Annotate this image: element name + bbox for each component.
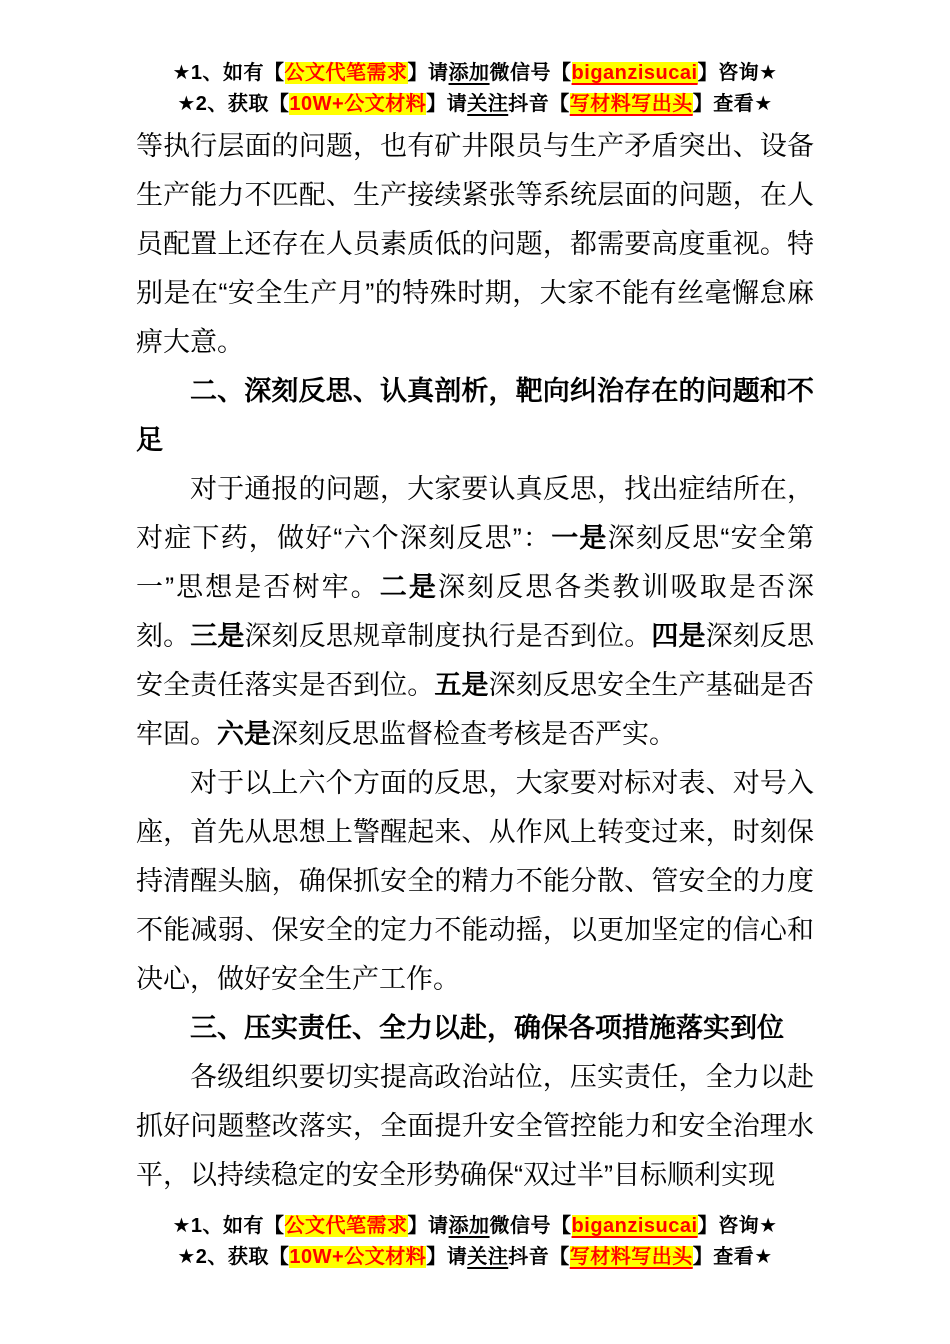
underlined-text: 关注: [467, 1246, 509, 1268]
highlighted-text: 写材料写出头: [569, 93, 693, 115]
text-run: 微信号【: [489, 1215, 572, 1237]
underlined-text: 添加: [448, 62, 490, 84]
text-run: 】请: [426, 1246, 468, 1268]
section-heading: [136, 367, 814, 465]
bold-text: 三、压实责任、全力以赴，确保各项措施落实到位: [190, 1013, 784, 1043]
section-heading: [136, 1004, 814, 1053]
text-run: 抖音【: [508, 93, 570, 115]
underlined-text: 关注: [467, 93, 509, 115]
underlined-text: 添加: [448, 1215, 490, 1237]
highlighted-text: biganzisucai: [571, 1215, 698, 1237]
text-run: ★1、如有【: [172, 1215, 285, 1237]
header-promo-banner: [0, 58, 950, 120]
text-run: 微信号【: [489, 62, 572, 84]
header-promo-line-1: [0, 58, 950, 89]
body-paragraph: [136, 1053, 814, 1200]
text-run: 对于以上六个方面的反思，大家要对标对表、对号入座，首先从思想上警醒起来、从作风上转变过来，时刻保持清醒头脑，确保抓安全的精力不能分散、管安全的力度不能减弱、保安全的定力不能动摇，以更加坚定的信心和决心，做好安全生产工作。: [136, 768, 814, 994]
text-run: ★2、获取【: [177, 1246, 290, 1268]
text-run: 】查看★: [692, 1246, 773, 1268]
body-paragraph: [136, 759, 814, 1004]
text-run: ★1、如有【: [172, 62, 285, 84]
footer-promo-line-2: [0, 1242, 950, 1273]
text-run: 深刻反思各类教训吸取是否深刻。: [136, 572, 815, 651]
text-run: 深刻反思“安全第一”思想是否树牢。: [136, 523, 815, 602]
text-run: ★2、获取【: [177, 93, 290, 115]
bold-text: 三是: [190, 621, 245, 651]
highlighted-text: biganzisucai: [571, 62, 698, 84]
bold-text: 四是: [651, 621, 706, 651]
footer-promo-line-1: [0, 1211, 950, 1242]
body-paragraph: [136, 122, 814, 367]
text-run: 】查看★: [692, 93, 773, 115]
header-promo-line-2: [0, 89, 950, 120]
bold-text: 一是: [551, 523, 608, 553]
text-run: 】咨询★: [697, 62, 778, 84]
highlighted-text: 10W+公文材料: [289, 1246, 427, 1268]
highlighted-text: 公文代笔需求: [284, 62, 408, 84]
highlighted-text: 10W+公文材料: [289, 93, 427, 115]
footer-promo-banner: [0, 1211, 950, 1273]
text-run: 深刻反思监督检查考核是否严实。: [271, 719, 676, 749]
text-run: 对于通报的问题，大家要认真反思，找出症结所在，对症下药，做好“六个深刻反思”：: [136, 474, 814, 553]
text-run: 】请: [426, 93, 468, 115]
document-body: [136, 122, 814, 1200]
text-run: 等执行层面的问题，也有矿井限员与生产矛盾突出、设备生产能力不匹配、生产接续紧张等系统层面的问题，在人员配置上还存在人员素质低的问题，都需要高度重视。特别是在“安全生产月”的特殊时期，大家不能有丝毫懈怠麻痹大意。: [136, 131, 814, 357]
bold-text: 六是: [217, 719, 271, 749]
text-run: 深刻反思规章制度执行是否到位。: [244, 621, 652, 651]
bold-text: 二、深刻反思、认真剖析，靶向纠治存在的问题和不足: [136, 376, 814, 455]
text-run: 】请: [407, 62, 449, 84]
highlighted-text: 写材料写出头: [569, 1246, 693, 1268]
highlighted-text: 公文代笔需求: [284, 1215, 408, 1237]
text-run: 】请: [407, 1215, 449, 1237]
text-run: 深刻反思安全责任落实是否到位。: [136, 621, 814, 700]
body-paragraph: [136, 465, 814, 759]
text-run: 深刻反思安全生产基础是否牢固。: [136, 670, 814, 749]
text-run: 抖音【: [508, 1246, 570, 1268]
text-run: 各级组织要切实提高政治站位，压实责任，全力以赴抓好问题整改落实，全面提升安全管控能力和安全治理水平，以持续稳定的安全形势确保“双过半”目标顺利实现: [136, 1062, 814, 1190]
bold-text: 二是: [379, 572, 438, 602]
bold-text: 五是: [434, 670, 489, 700]
text-run: 】咨询★: [697, 1215, 778, 1237]
